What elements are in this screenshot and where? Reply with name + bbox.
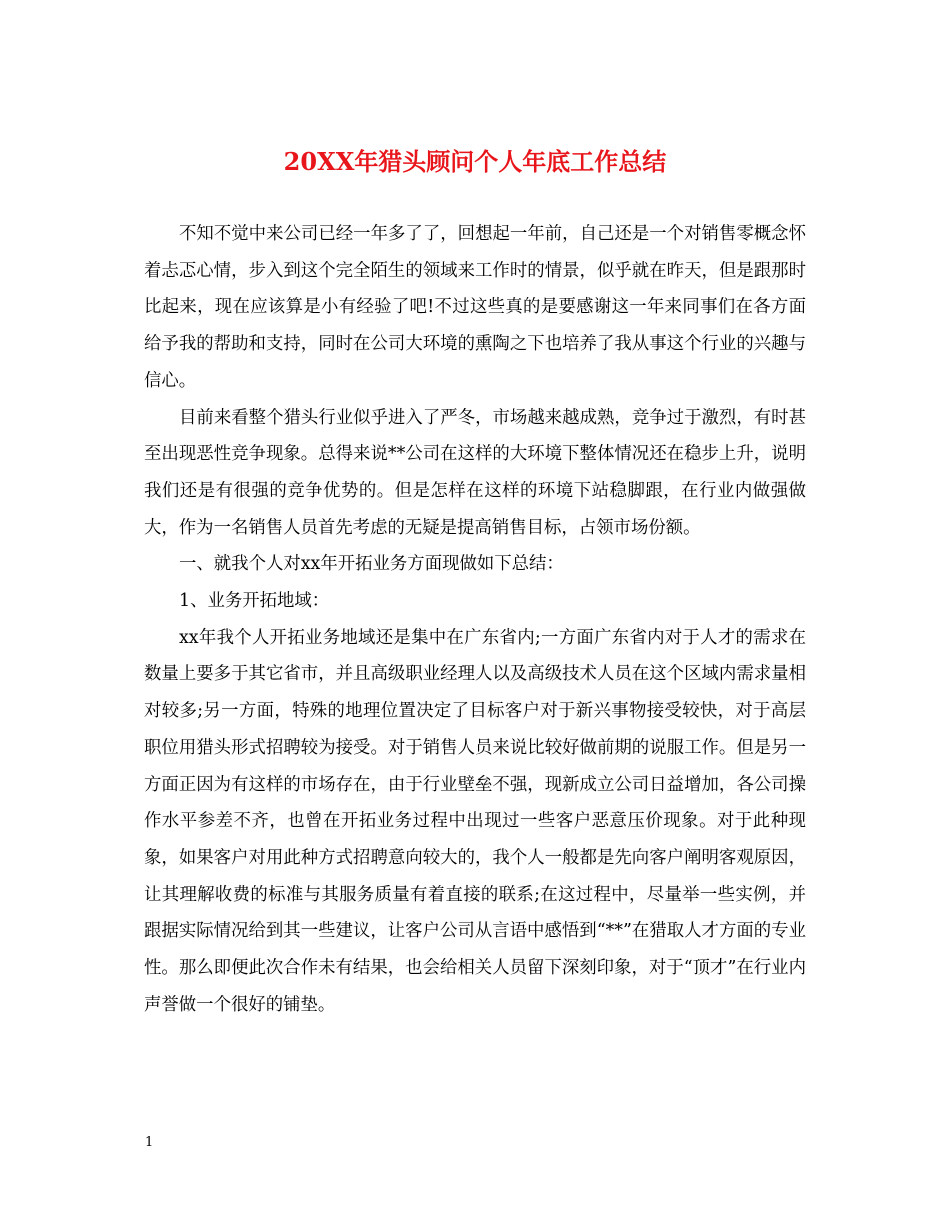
paragraph-intro: 不知不觉中来公司已经一年多了了，回想起一年前，自己还是一个对销售零概念怀着忐忑心情，步入到这个完全陌生的领域来工作时的情景，似乎就在昨天，但是跟那时比起来，现在应该算是小有经验了吧!不过这些真的是要感谢这一年来同事们在各方面给予我的帮助和支持，同时在公司大环境的熏陶之下也培养了我从事这个行业的兴趣与信心。 [144, 224, 806, 391]
paragraph-region: xx年我个人开拓业务地域还是集中在广东省内;一方面广东省内对于人才的需求在数量上要多于其它省市，并且高级职业经理人以及高级技术人员在这个区域内需求量相对较多;另一方面，特殊的地理位置决定了目标客户对于新兴事物接受较快，对于高层职位用猎头形式招聘较为接受。对于销售人员来说比较好做前期的说服工作。但是另一方面正因为有这样的市场存在，由于行业壁垒不强，现新成立公司日益增加，各公司操作水平参差不齐，也曾在开拓业务过程中出现过一些客户恶意压价现象。对于此种现象，如果客户对用此种方式招聘意向较大的，我个人一般都是先向客户阐明客观原因，让其理解收费的标准与其服务质量有着直接的联系;在这过程中，尽量举一些实例，并跟据实际情况给到其一些建议，让客户公司从言语中感悟到“**”在猎取人才方面的专业性。那么即便此次合作未有结果，也会给相关人员留下深刻印象，对于“顶才”在行业内声誉做一个很好的铺垫。 [144, 627, 806, 1015]
subsection-heading: 1、业务开拓地域： [179, 591, 330, 612]
paragraph-industry: 目前来看整个猎头行业似乎进入了严冬，市场越来越成熟，竞争过于激烈，有时甚至出现恶性竞争现象。总得来说**公司在这样的大环境下整体情况还在稳步上升，说明我们还是有很强的竞争优势的。但是怎样在这样的环境下站稳脚跟，在行业内做强做大，作为一名销售人员首先考虑的无疑是提高销售目标，占领市场份额。 [144, 407, 806, 538]
document-title: 20XX年猎头顾问个人年底工作总结 [283, 147, 667, 176]
document-body [144, 216, 806, 1023]
page-number: 1 [145, 1135, 154, 1150]
section-heading: 一、就我个人对xx年开拓业务方面现做如下总结： [179, 554, 564, 575]
